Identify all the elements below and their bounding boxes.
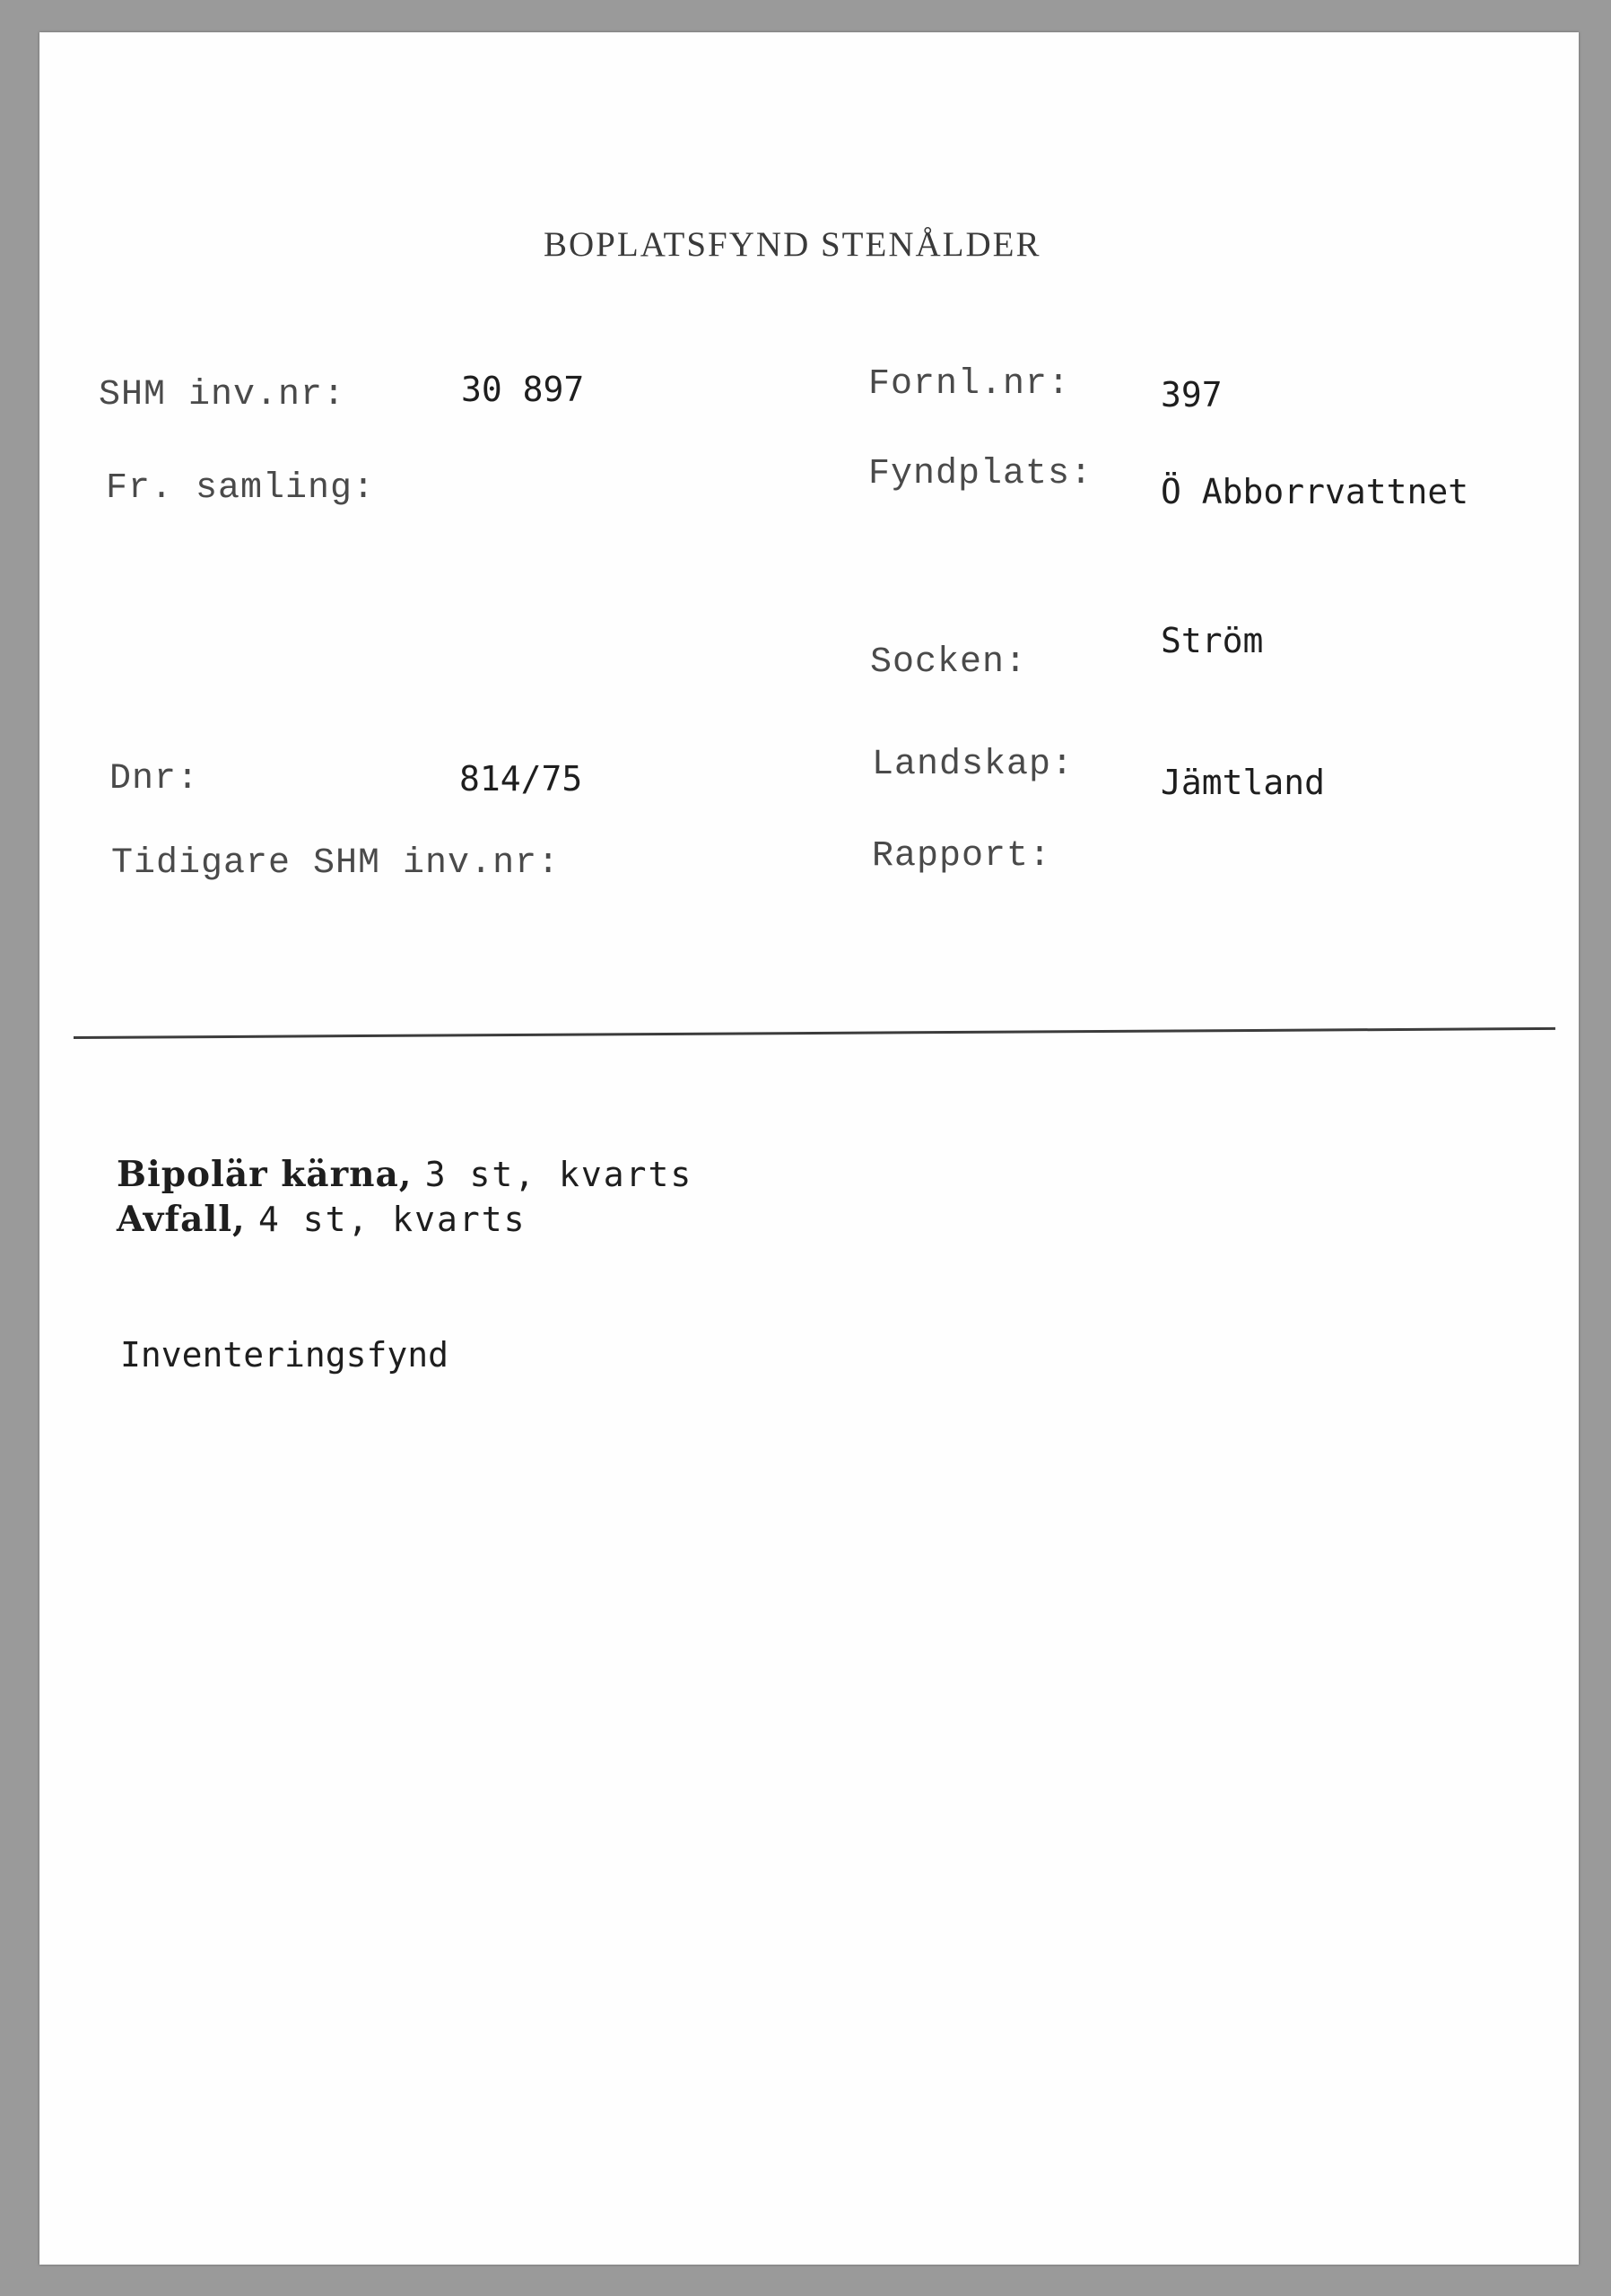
dnr-label: Dnr:: [109, 759, 200, 799]
shm-inv-label: SHM inv.nr:: [99, 375, 346, 415]
find-name: Bipolär kärna,: [117, 1154, 413, 1195]
find-item: [117, 1199, 527, 1240]
landskap-label: Landskap:: [872, 745, 1075, 785]
landskap-value: Jämtland: [1161, 763, 1326, 802]
find-detail: 3 st, kvarts: [424, 1155, 693, 1194]
find-detail: 4 st, kvarts: [258, 1200, 527, 1239]
find-name: Avfall,: [117, 1199, 246, 1240]
fornl-value: 397: [1161, 375, 1223, 415]
inventory-note: Inventeringsfynd: [120, 1335, 449, 1375]
tidigare-shm-inv-label: Tidigare SHM inv.nr:: [111, 843, 561, 884]
socken-value: Ström: [1161, 621, 1264, 660]
card-title: BOPLATSFYND STENÅLDER: [544, 225, 1041, 264]
fyndplats-value: Ö Abborrvattnet: [1161, 472, 1469, 511]
shm-inv-value: 30 897: [461, 370, 585, 409]
socken-label: Socken:: [870, 642, 1028, 683]
fr-samling-label: Fr. samling:: [106, 468, 376, 509]
find-item: [117, 1154, 692, 1195]
catalog-card: [39, 32, 1579, 2265]
rapport-label: Rapport:: [872, 836, 1052, 877]
fornl-label: Fornl.nr:: [868, 364, 1071, 405]
dnr-value: 814/75: [459, 759, 583, 799]
fyndplats-label: Fyndplats:: [868, 454, 1093, 494]
